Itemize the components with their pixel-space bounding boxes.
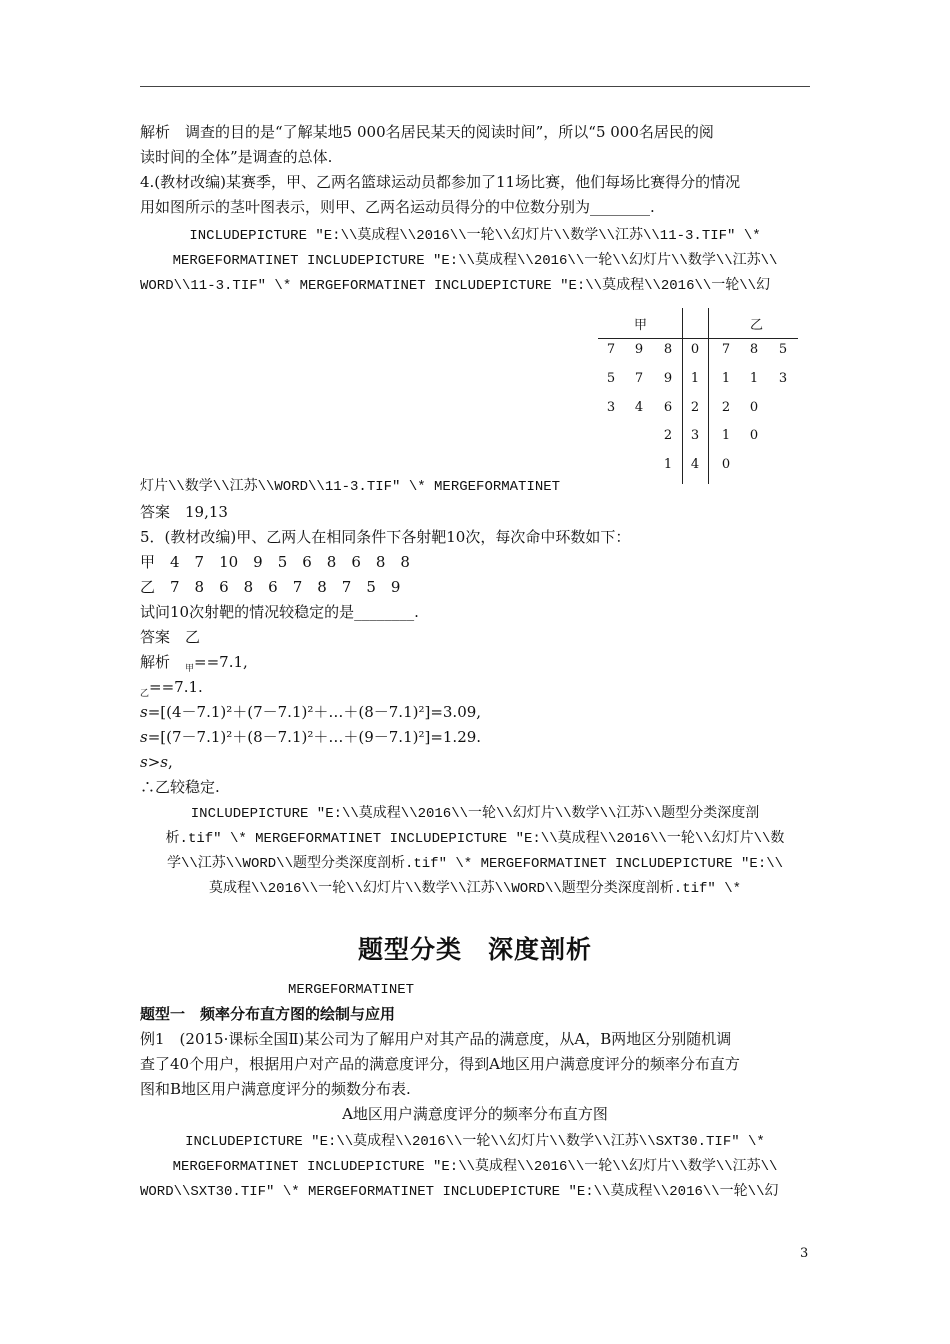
leaf-jia: 9: [634, 342, 644, 357]
field-code-line-6: 析.tif" \* MERGEFORMATINET INCLUDEPICTURE "E:\\莫成程\\2016\\一轮\\幻灯片\\数: [165, 831, 785, 847]
leaf-jia: 8: [663, 342, 673, 357]
answer-4: 答案 19,13: [140, 503, 228, 521]
example-1-line-1: 例1 (2015·课标全国Ⅱ)某公司为了解用户对其产品的满意度，从A，B两地区分别随机调: [140, 1030, 732, 1048]
leaf-yi: 3: [778, 371, 788, 386]
comma: ,: [167, 753, 173, 771]
s-symbol: s: [140, 703, 148, 721]
question-4-line-1: 4.(教材改编)某赛季，甲、乙两名篮球运动员都参加了11场比赛，他们每场比赛得分的情况: [140, 173, 741, 191]
solution-label: 解析: [140, 653, 171, 671]
field-code-line-2: MERGEFORMATINET INCLUDEPICTURE "E:\\莫成程\\2016\\一轮\\幻灯片\\数学\\江苏\\: [172, 253, 778, 269]
greater-than: >: [147, 753, 161, 771]
leaf-yi: 0: [721, 457, 731, 472]
leaf-jia: 1: [663, 457, 673, 472]
field-code-line-7: 学\\江苏\\WORD\\题型分类深度剖析.tif" \* MERGEFORMATINET INCLUDEPICTURE "E:\\: [166, 856, 784, 872]
solution-variance-yi: [140, 725, 810, 749]
leaf-jia: 9: [663, 371, 673, 386]
field-code-line-10: INCLUDEPICTURE "E:\\莫成程\\2016\\一轮\\幻灯片\\数学\\江苏\\SXT30.TIF" \*: [185, 1134, 765, 1150]
subscript-jia: 甲: [185, 664, 195, 674]
type-1-title: 题型一 频率分布直方图的绘制与应用: [140, 1005, 396, 1023]
section-heading: 题型分类 深度剖析: [357, 935, 592, 964]
header-rule: [140, 86, 810, 87]
stem: 3: [690, 428, 700, 443]
solution-paragraph-line-2: 读时间的全体”是调查的总体.: [140, 148, 333, 166]
leaf-yi: 0: [749, 428, 759, 443]
mean-jia-eq: ==7.1,: [194, 653, 248, 671]
field-code-line-12: WORD\\SXT30.TIF" \* MERGEFORMATINET INCLUDEPICTURE "E:\\莫成程\\2016\\一轮\\幻: [140, 1184, 779, 1200]
variance-jia-eq: =[(4－7.1)²＋(7－7.1)²＋…＋(8－7.1)²]=3.09,: [147, 703, 482, 721]
field-code-line-4: 灯片\\数学\\江苏\\WORD\\11-3.TIF" \* MERGEFORMATINET: [140, 479, 561, 495]
solution-variance-jia: [140, 700, 810, 724]
example-1-line-3: 图和B地区用户满意度评分的频数分布表.: [140, 1080, 411, 1098]
leaf-yi: 7: [721, 342, 731, 357]
stem: 4: [690, 457, 700, 472]
leaf-yi: 1: [721, 428, 731, 443]
leaf-yi: 0: [749, 400, 759, 415]
stem: 1: [690, 371, 700, 386]
leaf-yi: 2: [721, 400, 731, 415]
question-5-data-jia: 甲 4 7 10 9 5 6 8 6 8 8: [140, 553, 410, 571]
stem-leaf-divider-left: [682, 308, 683, 484]
question-4-line-2: 用如图所示的茎叶图表示，则甲、乙两名运动员得分的中位数分别为________.: [140, 198, 655, 216]
field-code-line-8: 莫成程\\2016\\一轮\\幻灯片\\数学\\江苏\\WORD\\题型分类深度剖析.tif" \*: [208, 881, 742, 897]
leaf-jia: 7: [606, 342, 616, 357]
leaf-yi: 1: [721, 371, 731, 386]
s-symbol: s: [140, 753, 148, 771]
field-code-line-9: MERGEFORMATINET: [288, 982, 415, 998]
leaf-jia: 5: [606, 371, 616, 386]
variance-yi-eq: =[(7－7.1)²＋(8－7.1)²＋…＋(9－7.1)²]=1.29.: [147, 728, 482, 746]
question-5-line-2: 试问10次射靶的情况较稳定的是________.: [140, 603, 419, 621]
stem-leaf-header-yi: 乙: [750, 318, 764, 333]
solution-paragraph-line-1: 解析 调查的目的是“了解某地5 000名居民某天的阅读时间”，所以“5 000名居民的阅: [140, 123, 714, 141]
subscript-yi: 乙: [140, 689, 150, 699]
stem-leaf-header-jia: 甲: [634, 318, 648, 333]
leaf-yi: 5: [778, 342, 788, 357]
figure-caption: A地区用户满意度评分的频率分布直方图: [342, 1105, 608, 1123]
solution-conclusion: ∴乙较稳定.: [140, 778, 220, 796]
stem-leaf-plot: [598, 308, 798, 484]
leaf-jia: 2: [663, 428, 673, 443]
leaf-yi: 1: [749, 371, 759, 386]
leaf-jia: 7: [634, 371, 644, 386]
stem: 2: [690, 400, 700, 415]
field-code-line-1: INCLUDEPICTURE "E:\\莫成程\\2016\\一轮\\幻灯片\\数学\\江苏\\11-3.TIF" \*: [189, 228, 761, 244]
stem: 0: [690, 342, 700, 357]
leaf-yi: 8: [749, 342, 759, 357]
question-5-data-yi: 乙 7 8 6 8 6 7 8 7 5 9: [140, 578, 401, 596]
mean-yi-eq: ==7.1.: [149, 678, 203, 696]
leaf-jia: 6: [663, 400, 673, 415]
stem-leaf-header-rule: [598, 338, 798, 339]
field-code-line-11: MERGEFORMATINET INCLUDEPICTURE "E:\\莫成程\\2016\\一轮\\幻灯片\\数学\\江苏\\: [172, 1159, 778, 1175]
field-code-line-5: INCLUDEPICTURE "E:\\莫成程\\2016\\一轮\\幻灯片\\数学\\江苏\\题型分类深度剖: [190, 806, 760, 822]
leaf-jia: 3: [606, 400, 616, 415]
s-symbol: s: [160, 753, 168, 771]
stem-leaf-divider-right: [708, 308, 709, 484]
solution-compare: [140, 750, 810, 774]
example-1-line-2: 查了40个用户，根据用户对产品的满意度评分，得到A地区用户满意度评分的频率分布直方: [140, 1055, 740, 1073]
page-number: 3: [800, 1246, 809, 1261]
s-symbol: s: [140, 728, 148, 746]
leaf-jia: 4: [634, 400, 644, 415]
field-code-line-3: WORD\\11-3.TIF" \* MERGEFORMATINET INCLUDEPICTURE "E:\\莫成程\\2016\\一轮\\幻: [140, 278, 771, 294]
answer-5: 答案 乙: [140, 628, 201, 646]
question-5-line-1: 5．(教材改编)甲、乙两人在相同条件下各射靶10次，每次命中环数如下：: [140, 528, 631, 546]
